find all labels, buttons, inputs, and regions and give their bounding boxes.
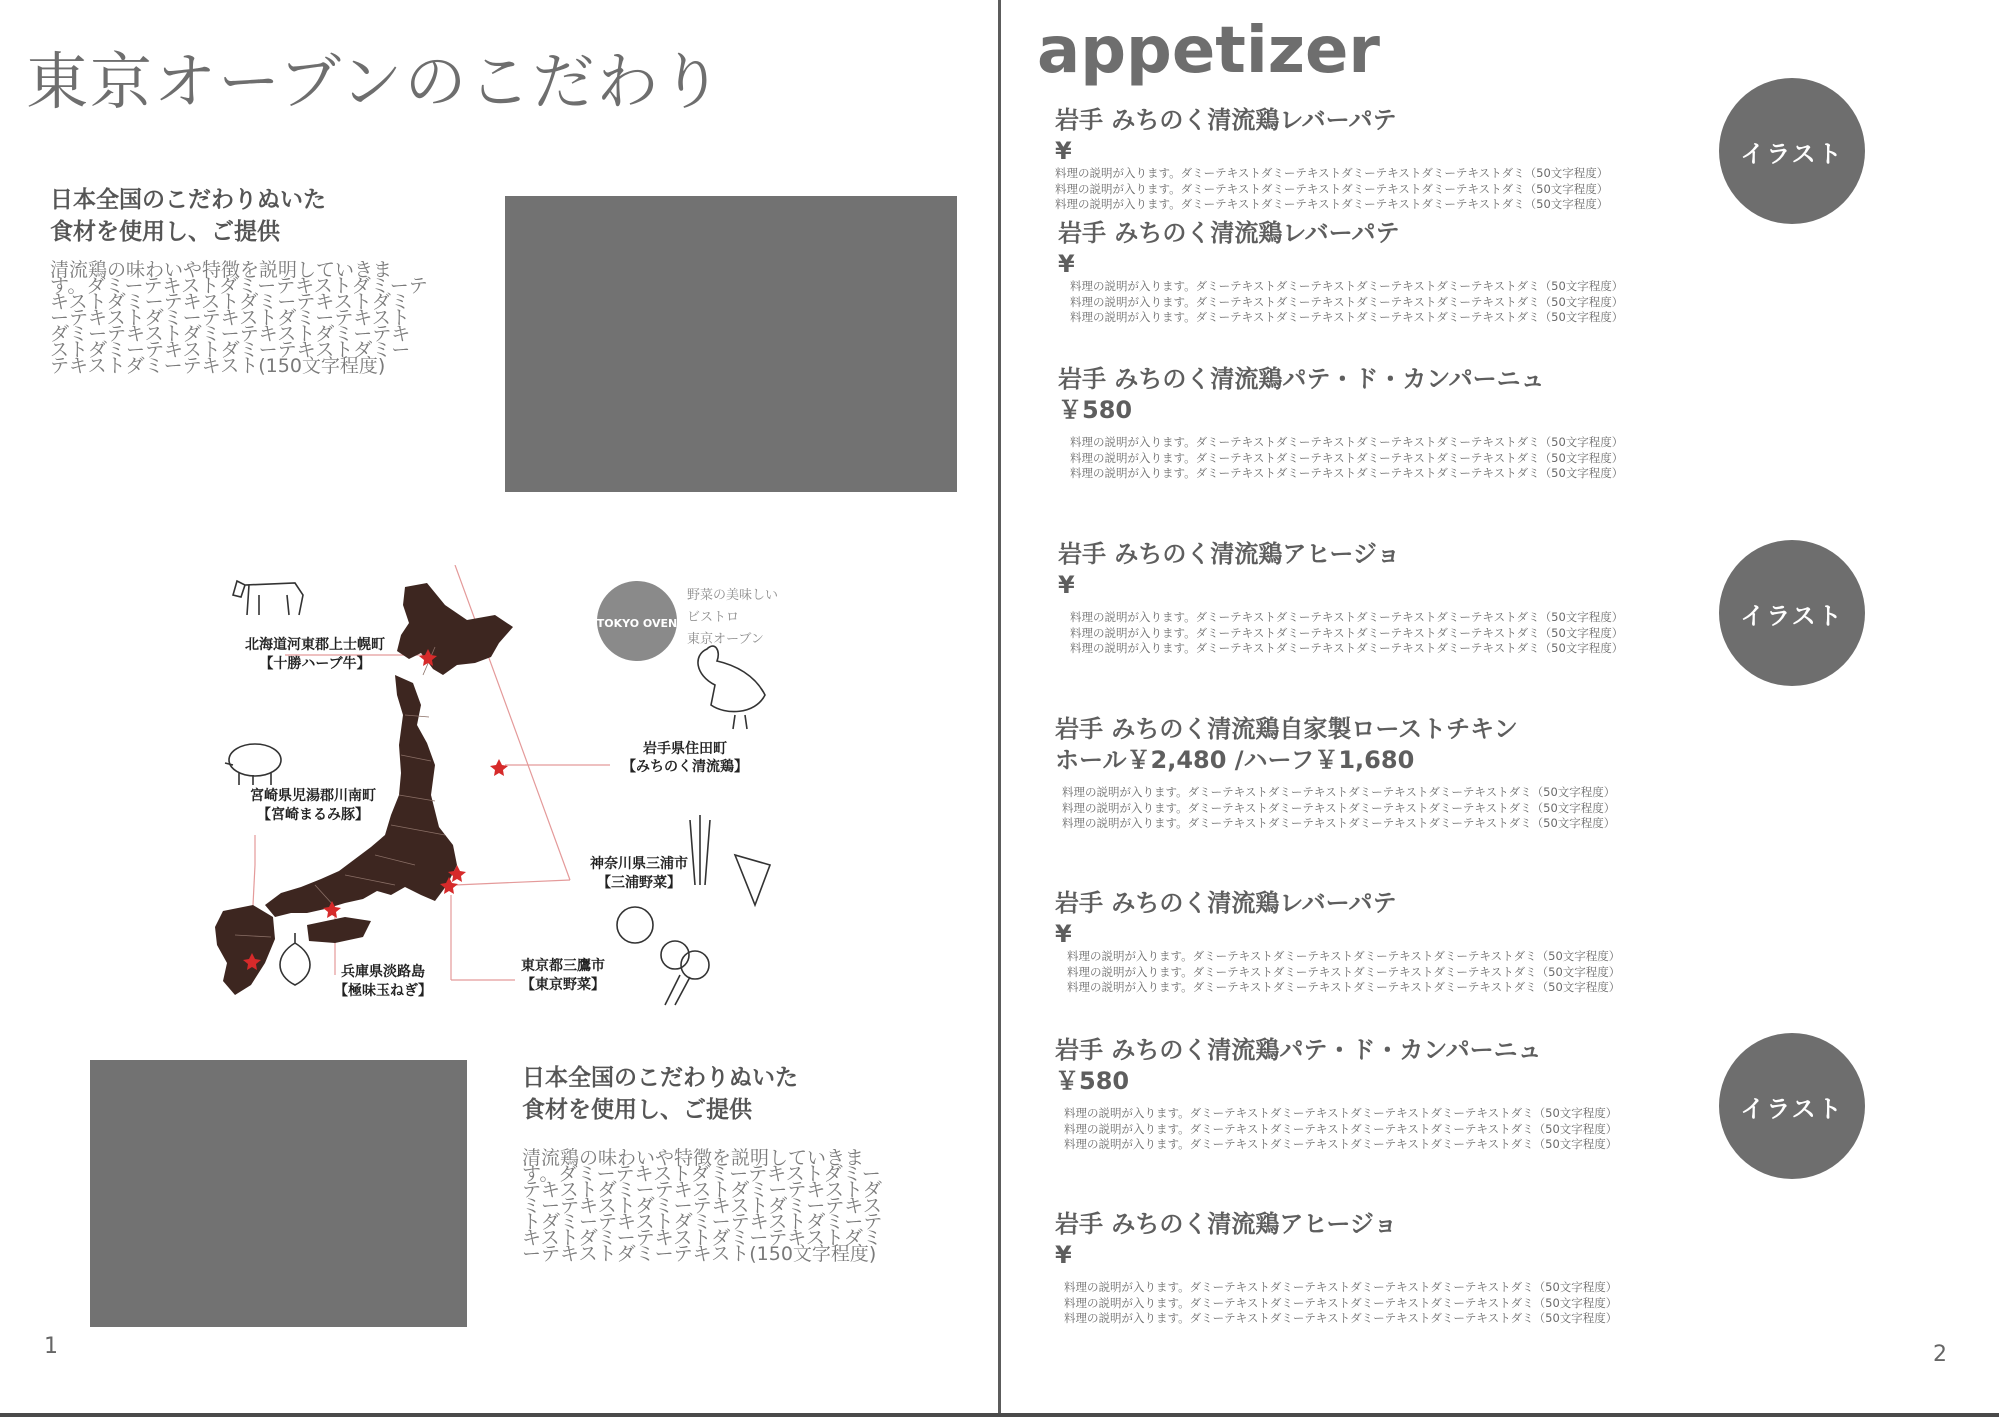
menu-item-desc: 料理の説明が入ります。ダミーテキストダミーテキストダミーテキストダミーテキストダミ（50文字程度）	[1070, 610, 1624, 624]
feature-heading-1	[50, 184, 326, 248]
menu-item-desc: 料理の説明が入ります。ダミーテキストダミーテキストダミーテキストダミーテキストダミ（50文字程度）	[1070, 625, 1624, 640]
right-page	[1001, 0, 1999, 1417]
menu-item-desc: 料理の説明が入ります。ダミーテキストダミーテキストダミーテキストダミーテキストダミ（50文字程度）	[1064, 1280, 1618, 1294]
feature-heading-2-line2: 食材を使用し、ご提供	[522, 1097, 752, 1123]
left-page	[0, 0, 998, 1417]
tokyo-oven-logo	[597, 581, 778, 661]
menu-item-name: 岩手 みちのく清流鶏アヒージョ	[1055, 1210, 1398, 1238]
location-place-2: 岩手県住田町	[643, 741, 727, 757]
menu-item-price: ￥580	[1058, 396, 1133, 424]
menu-item-desc: 料理の説明が入ります。ダミーテキストダミーテキストダミーテキストダミーテキストダミ（50文字程度）	[1070, 310, 1624, 324]
location-place-4: 神奈川県三浦市	[590, 856, 688, 872]
cabbage-icon	[617, 907, 653, 943]
location-product-4: 【三浦野菜】	[597, 875, 681, 891]
menu-item-price: ¥	[1058, 250, 1075, 278]
illustration-placeholder-3: イラスト	[1719, 1033, 1865, 1179]
menu-item-name: 岩手 みちのく清流鶏パテ・ド・カンパーニュ	[1058, 365, 1545, 393]
menu-item-desc: 料理の説明が入ります。ダミーテキストダミーテキストダミーテキストダミーテキストダミ（50文字程度）	[1064, 1137, 1618, 1151]
feature-body-2: 清流鶏の味わいや特徴を説明していきます。ダミーテキストダミーテキストダミーテキストダミーテキストダミーテキストダミーテキストダミーテキストダミーテキストダミーテキストダミーテキストダミーテキストダミーテキストダミーテキストダミーテキストダミーテキスト(150文字程度)	[522, 1147, 883, 1265]
menu-item-price: ¥	[1055, 137, 1072, 165]
feature-heading-2	[522, 1062, 798, 1126]
feature-heading-1-line2: 食材を使用し、ご提供	[50, 219, 280, 245]
menu-item-price: ¥	[1055, 1241, 1072, 1269]
illustration-placeholder-1: イラスト	[1719, 78, 1865, 224]
menu-item-3	[1058, 363, 1698, 482]
location-place-6: 東京都三鷹市	[521, 958, 605, 974]
hokkaido-shape	[397, 583, 513, 675]
page-number-left: 1	[44, 1334, 58, 1359]
menu-item-4	[1058, 538, 1698, 657]
photo-placeholder-2	[90, 1060, 467, 1327]
menu-item-desc: 料理の説明が入ります。ダミーテキストダミーテキストダミーテキストダミーテキストダミ（50文字程度）	[1067, 964, 1621, 979]
menu-item-5	[1055, 713, 1695, 832]
photo-placeholder-1	[505, 196, 957, 492]
page-title: 東京オーブンのこだわり	[26, 45, 725, 118]
location-product-3: 【宮崎まるみ豚】	[257, 807, 369, 823]
location-place-3: 宮崎県児湯郡川南町	[250, 788, 376, 804]
page-number-right: 2	[1933, 1342, 1947, 1367]
logo-line3: 東京オーブン	[687, 632, 764, 647]
menu-item-8	[1055, 1208, 1695, 1327]
illustration-placeholder-2: イラスト	[1719, 540, 1865, 686]
broccoli-icon	[661, 941, 709, 1005]
shikoku-shape	[307, 917, 371, 943]
menu-section-title: appetizer	[1037, 14, 1380, 88]
bottom-border	[0, 1413, 1999, 1417]
menu-item-1	[1055, 104, 1695, 213]
location-product-6: 【東京野菜】	[521, 977, 605, 993]
menu-item-desc: 料理の説明が入ります。ダミーテキストダミーテキストダミーテキストダミーテキストダミ（50文字程度）	[1062, 816, 1616, 830]
menu-item-desc: 料理の説明が入ります。ダミーテキストダミーテキストダミーテキストダミーテキストダミ（50文字程度）	[1062, 800, 1616, 815]
menu-item-desc: 料理の説明が入ります。ダミーテキストダミーテキストダミーテキストダミーテキストダミ（50文字程度）	[1055, 197, 1609, 211]
logo-mark-text: TOKYO OVEN	[596, 617, 678, 630]
menu-item-desc: 料理の説明が入ります。ダミーテキストダミーテキストダミーテキストダミーテキストダミ（50文字程度）	[1064, 1106, 1618, 1120]
menu-item-2	[1058, 217, 1698, 326]
menu-item-desc: 料理の説明が入ります。ダミーテキストダミーテキストダミーテキストダミーテキストダミ（50文字程度）	[1062, 785, 1616, 799]
carrot-icon	[735, 855, 770, 905]
menu-item-price: ¥	[1055, 920, 1072, 948]
menu-item-price: ホール￥2,480 /ハーフ￥1,680	[1055, 746, 1415, 774]
menu-item-name: 岩手 みちのく清流鶏レバーパテ	[1058, 219, 1400, 247]
menu-item-desc: 料理の説明が入ります。ダミーテキストダミーテキストダミーテキストダミーテキストダミ（50文字程度）	[1064, 1121, 1618, 1136]
star-icon	[490, 759, 508, 776]
location-product-1: 【十勝ハーブ牛】	[259, 656, 371, 672]
location-place-5: 兵庫県淡路島	[341, 964, 425, 980]
menu-item-desc: 料理の説明が入ります。ダミーテキストダミーテキストダミーテキストダミーテキストダミ（50文字程度）	[1070, 641, 1624, 655]
menu-item-desc: 料理の説明が入ります。ダミーテキストダミーテキストダミーテキストダミーテキストダミ（50文字程度）	[1070, 466, 1624, 480]
menu-item-desc: 料理の説明が入ります。ダミーテキストダミーテキストダミーテキストダミーテキストダミ（50文字程度）	[1055, 181, 1609, 196]
location-place-1: 北海道河東郡上士幌町	[245, 637, 385, 653]
menu-item-desc: 料理の説明が入ります。ダミーテキストダミーテキストダミーテキストダミーテキストダミ（50文字程度）	[1067, 949, 1621, 963]
feature-heading-1-line1: 日本全国のこだわりぬいた	[50, 187, 326, 213]
menu-item-desc: 料理の説明が入ります。ダミーテキストダミーテキストダミーテキストダミーテキストダミ（50文字程度）	[1055, 166, 1609, 180]
menu-item-7	[1055, 1034, 1695, 1153]
onion-icon	[280, 933, 310, 985]
feature-body-1: 清流鶏の味わいや特徴を説明していきます。ダミーテキストダミーテキストダミーテキストダミーテキストダミーテキストダミーテキストダミーテキストダミーテキストダミーテキストダミーテキストダミーテキストダミーテキストダミーテキストダミーテキストダミーテキスト(150文字程度)	[50, 259, 428, 377]
menu-item-name: 岩手 みちのく清流鶏レバーパテ	[1055, 106, 1397, 134]
menu-item-desc: 料理の説明が入ります。ダミーテキストダミーテキストダミーテキストダミーテキストダミ（50文字程度）	[1064, 1311, 1618, 1325]
location-product-5: 【極味玉ねぎ】	[334, 983, 432, 999]
menu-item-name: 岩手 みちのく清流鶏アヒージョ	[1058, 540, 1401, 568]
logo-line1: 野菜の美味しい	[687, 588, 779, 603]
menu-item-name: 岩手 みちのく清流鶏パテ・ド・カンパーニュ	[1055, 1036, 1542, 1064]
menu-item-name: 岩手 みちのく清流鶏自家製ローストチキン	[1055, 715, 1518, 743]
menu-item-desc: 料理の説明が入ります。ダミーテキストダミーテキストダミーテキストダミーテキストダミ（50文字程度）	[1070, 435, 1624, 449]
menu-item-6	[1055, 887, 1695, 996]
kyushu-shape	[215, 905, 275, 995]
menu-item-desc: 料理の説明が入ります。ダミーテキストダミーテキストダミーテキストダミーテキストダミ（50文字程度）	[1067, 980, 1621, 994]
menu-item-desc: 料理の説明が入ります。ダミーテキストダミーテキストダミーテキストダミーテキストダミ（50文字程度）	[1070, 294, 1624, 309]
rooster-icon	[698, 646, 765, 729]
menu-item-name: 岩手 みちのく清流鶏レバーパテ	[1055, 889, 1397, 917]
menu-item-price: ¥	[1058, 571, 1075, 599]
location-product-2: 【みちのく清流鶏】	[622, 759, 748, 775]
menu-item-desc: 料理の説明が入ります。ダミーテキストダミーテキストダミーテキストダミーテキストダミ（50文字程度）	[1070, 279, 1624, 293]
pig-icon	[225, 744, 281, 785]
menu-item-desc: 料理の説明が入ります。ダミーテキストダミーテキストダミーテキストダミーテキストダミ（50文字程度）	[1064, 1295, 1618, 1310]
menu-item-desc: 料理の説明が入ります。ダミーテキストダミーテキストダミーテキストダミーテキストダミ（50文字程度）	[1070, 450, 1624, 465]
japan-sourcing-map	[195, 565, 795, 1025]
menu-item-price: ￥580	[1055, 1067, 1130, 1095]
logo-line2: ビストロ	[687, 610, 740, 625]
feature-heading-2-line1: 日本全国のこだわりぬいた	[522, 1065, 798, 1091]
cow-icon	[233, 581, 303, 615]
celery-icon	[690, 815, 710, 885]
